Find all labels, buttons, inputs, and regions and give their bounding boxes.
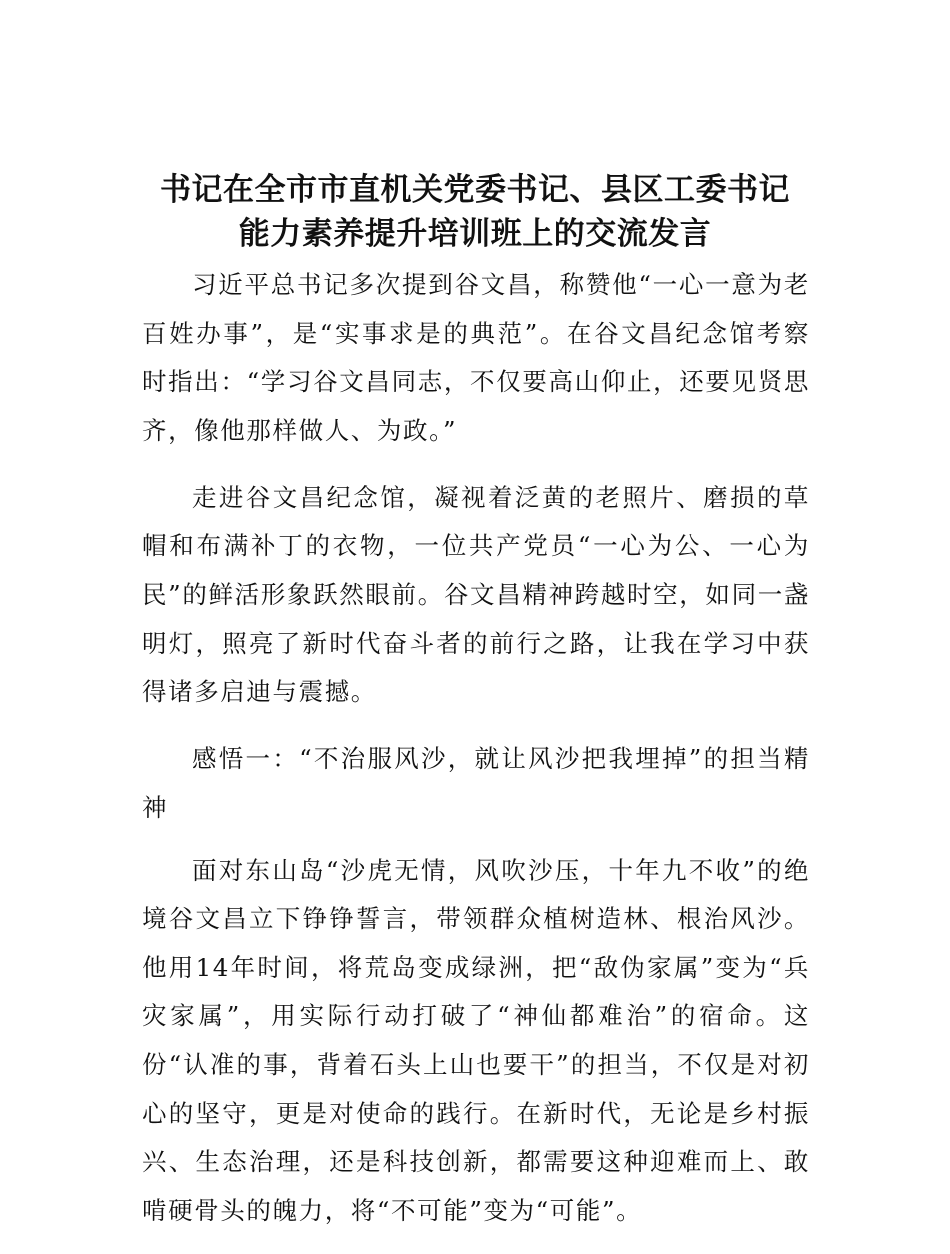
paragraph-intro: 习近平总书记多次提到谷文昌，称赞他“一心一意为老百姓办事”，是“实事求是的典范”。在谷文昌纪念馆考察时指出：“学习谷文昌同志，不仅要高山仰止，还要见贤思齐，像他那样做人、为政。” — [142, 270, 810, 445]
document-title-line-2: 能力素养提升培训班上的交流发言 — [238, 216, 712, 252]
paragraph-insight-1-body: 面对东山岛“沙虎无情，风吹沙压，十年九不收”的绝境谷文昌立下铮铮誓言，带领群众植树造林、根治风沙。他用14年时间，将荒岛变成绿洲，把“敌伪家属”变为“兵灾家属”，用实际行动打破了“神仙都难治”的宿命。这份“认准的事，背着石头上山也要干”的担当，不仅是对初心的坚守，更是对使命的践行。在新时代，无论是乡村振兴、生态治理，还是科技创新，都需要这种迎难而上、敢啃硬骨头的魄力，将“不可能”变为“可能”。 — [142, 855, 810, 1225]
paragraph-memorial: 走进谷文昌纪念馆，凝视着泛黄的老照片、磨损的草帽和布满补丁的衣物，一位共产党员“一心为公、一心为民”的鲜活形象跃然眼前。谷文昌精神跨越时空，如同一盏明灯，照亮了新时代奋斗者的前行之路，让我在学习中获得诸多启迪与震撼。 — [142, 482, 810, 707]
document-title-line-1: 书记在全市市直机关党委书记、县区工委书记 — [160, 172, 790, 208]
section-heading-insight-1: 感悟一：“不治服风沙，就让风沙把我埋掉”的担当精神 — [142, 744, 810, 822]
document-body — [142, 261, 810, 1254]
